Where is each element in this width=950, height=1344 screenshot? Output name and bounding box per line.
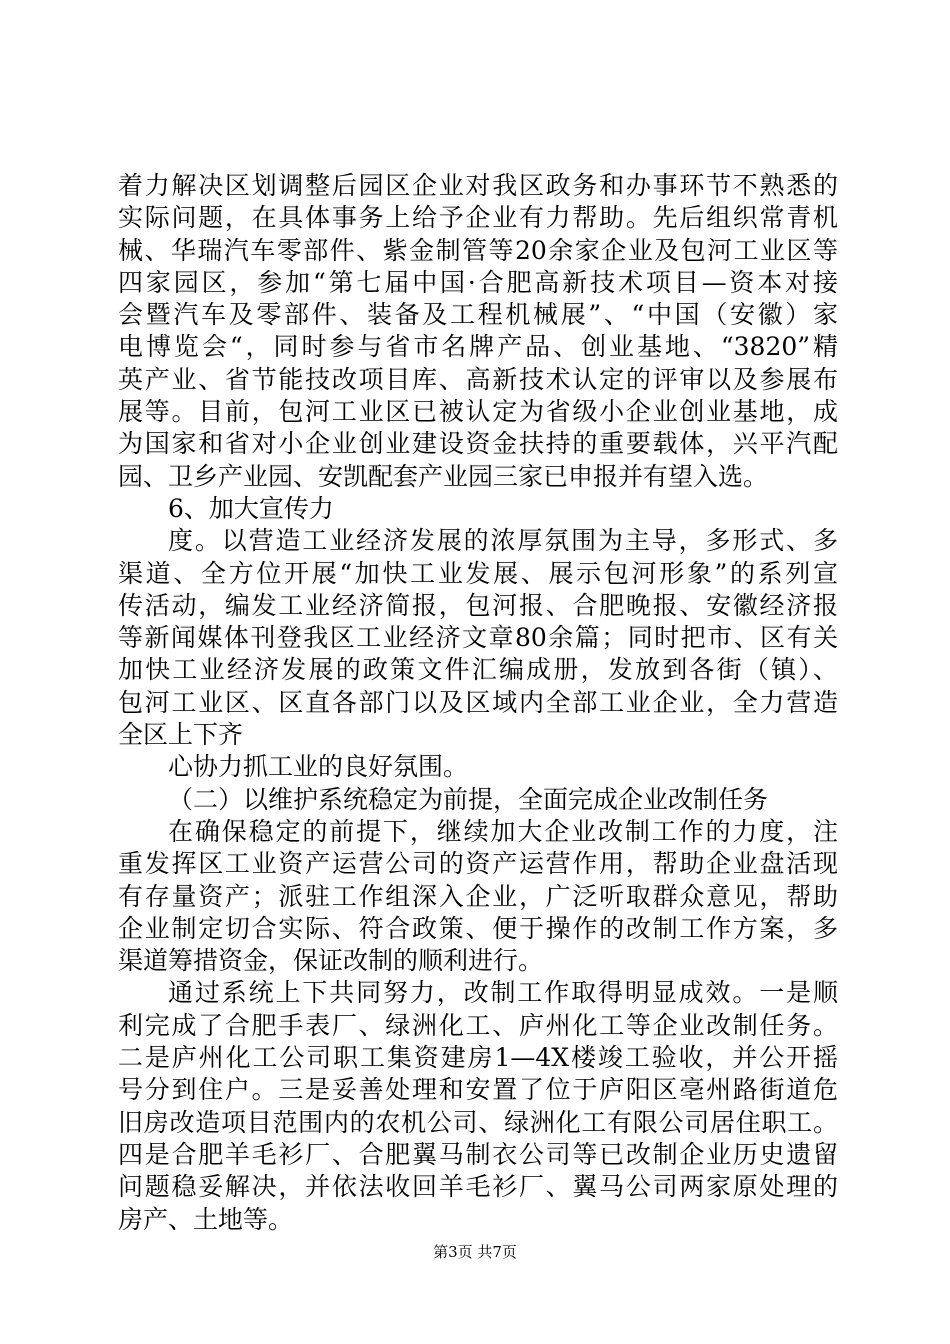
text-line: 旧房改造项目范围内的农机公司、绿洲化工有限公司居住职工。 xyxy=(118,1107,838,1137)
text-line: 实际问题，在具体事务上给予企业有力帮助。先后组织常青机 xyxy=(118,203,838,233)
text-line: 英产业、省节能技改项目库、高新技术认定的评审以及参展布 xyxy=(118,364,838,394)
text-line: 度。以营造工业经济发展的浓厚氛围为主导，多形式、多 xyxy=(168,526,838,556)
text-line: 利完成了合肥手表厂、绿洲化工、庐州化工等企业改制任务。 xyxy=(118,1010,838,1040)
text-line: 四是合肥羊毛衫厂、合肥翼马制衣公司等已改制企业历史遗留 xyxy=(118,1139,838,1169)
text-line: 渠道筹措资金，保证改制的顺利进行。 xyxy=(118,946,544,976)
text-line: 加快工业经济发展的政策文件汇编成册，发放到各街（镇）、 xyxy=(118,655,838,685)
text-line: 园、卫乡产业园、安凯配套产业园三家已申报并有望入选。 xyxy=(118,461,769,491)
text-line: 二是庐州化工公司职工集资建房1—4X楼竣工验收，并公开摇 xyxy=(118,1043,838,1073)
text-line: 房产、土地等。 xyxy=(118,1204,294,1234)
text-line: 通过系统上下共同努力，改制工作取得明显成效。一是顺 xyxy=(168,978,838,1008)
text-line: 展等。目前，包河工业区已被认定为省级小企业创业基地，成 xyxy=(118,397,838,427)
text-line: 全区上下齐 xyxy=(118,720,244,750)
text-line: 等新闻媒体刊登我区工业经济文章80余篇；同时把市、区有关 xyxy=(118,623,838,653)
section-heading: （二）以维护系统稳定为前提，全面完成企业改制任务 xyxy=(168,784,769,814)
text-line: 号分到住户。三是妥善处理和安置了位于庐阳区亳州路街道危 xyxy=(118,1075,838,1105)
text-line: 着力解决区划调整后园区企业对我区政务和办事环节不熟悉的 xyxy=(118,171,838,200)
text-line: 有存量资产；派驻工作组深入企业，广泛听取群众意见，帮助 xyxy=(118,881,838,911)
document-body xyxy=(118,170,838,1236)
text-line: 械、华瑞汽车零部件、紫金制管等20余家企业及包河工业区等 xyxy=(118,235,838,265)
text-line: 企业制定切合实际、符合政策、便于操作的改制工作方案，多 xyxy=(118,913,838,943)
text-line: 问题稳妥解决，并依法收回羊毛衫厂、翼马公司两家原处理的 xyxy=(118,1172,838,1202)
section-heading: 6、加大宣传力 xyxy=(168,493,334,523)
text-line: 在确保稳定的前提下，继续加大企业改制工作的力度，注 xyxy=(168,816,838,846)
text-line: 重发挥区工业资产运营公司的资产运营作用，帮助企业盘活现 xyxy=(118,849,838,879)
text-line: 传活动，编发工业经济简报，包河报、合肥晚报、安徽经济报 xyxy=(118,590,838,620)
text-line: 四家园区，参加“第七届中国·合肥高新技术项目—资本对接 xyxy=(118,267,838,297)
text-line: 包河工业区、区直各部门以及区域内全部工业企业，全力营造 xyxy=(118,687,838,717)
text-line: 电博览会“，同时参与省市名牌产品、创业基地、“3820”精 xyxy=(118,332,838,362)
text-line: 会暨汽车及零部件、装备及工程机械展”、“中国（安徽）家 xyxy=(118,300,838,330)
text-line: 心协力抓工业的良好氛围。 xyxy=(168,752,469,782)
page-number: 第3页 共7页 xyxy=(433,1243,517,1261)
text-line: 为国家和省对小企业创业建设资金扶持的重要载体，兴平汽配 xyxy=(118,429,838,459)
text-line: 渠道、全方位开展“加快工业发展、展示包河形象”的系列宣 xyxy=(118,558,838,588)
